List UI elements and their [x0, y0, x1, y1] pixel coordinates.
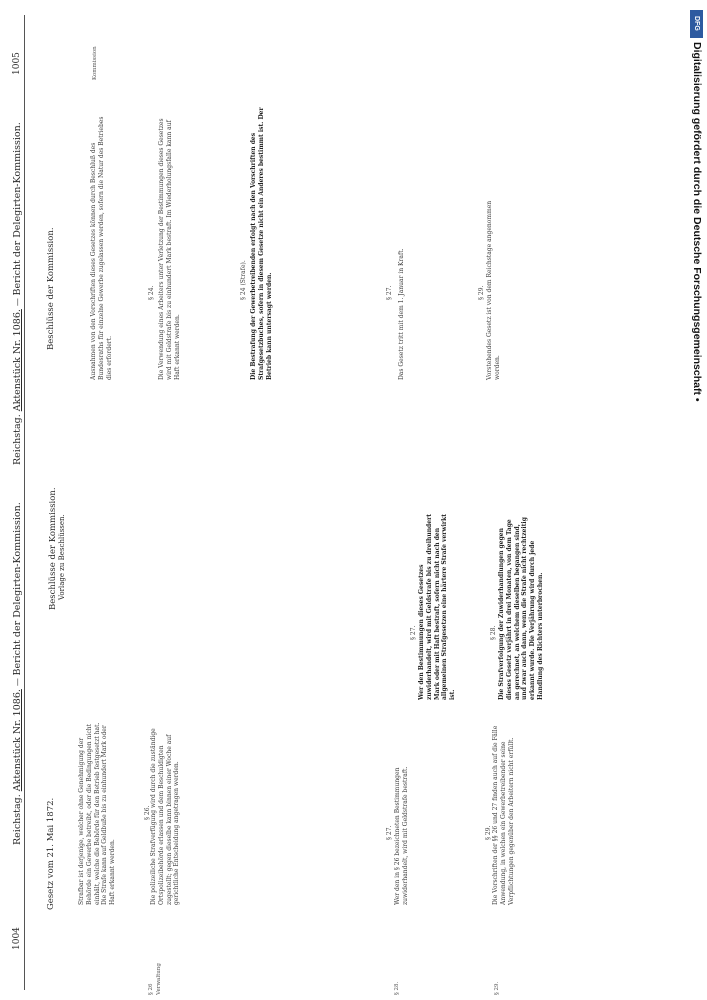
dfg-logo: DFG	[690, 10, 703, 38]
left-column-title: Gesetz vom 21. Mai 1872.	[46, 797, 56, 910]
left-running-header: Reichstag. Aktenstück Nr. 1086. — Bericht der Delegirten-Kommission.	[12, 502, 23, 845]
right-column-title: Beschlüsse der Kommission.	[46, 227, 56, 350]
right-paragraph-4: Das Gesetz tritt mit dem 1. Januar in Kraft.	[398, 248, 405, 380]
left-section-29: § 29.	[485, 825, 492, 840]
left-header-title: Bericht der Delegirten-Kommission.	[12, 502, 23, 676]
right-paragraph-5: Vorstehendes Gesetz ist von dem Reichstage angenommen worden.	[486, 200, 501, 380]
right-header-title: Bericht der Delegirten-Kommission.	[12, 122, 23, 296]
header-rule	[24, 15, 25, 990]
left-paragraph-3: Wer den in § 26 bezeichneten Bestimmungen zuwiderhandelt, wird mit Geldstrafe bestraft.	[394, 766, 409, 905]
digitization-watermark: Digitalisierung gefördert durch die Deutsche Forschungsgemeinschaft •	[691, 42, 703, 402]
right-paragraph-3: Die Bestrafung der Gewerbetreibenden erfolgt nach den Vorschriften des Strafgesetzbuches, sofern in diesem Gesetze nicht ein Anderes bestimmt ist. Der Betrieb kann untersagt werden.	[250, 107, 273, 380]
right-page-number: 1005	[12, 52, 22, 75]
left-col2-section-27: § 27.	[410, 625, 417, 640]
left-second-column-subtitle: Vorlage zu Beschlüssen.	[58, 514, 66, 600]
left-paragraph-4: Die Vorschriften der §§ 26 und 27 finden auch auf die Fälle Anwendung, in welchen ein Gewerbetreibender seine Verpflichtungen gegenüber den Arbeitern nicht erfüllt.	[492, 725, 515, 905]
right-section-29: § 29.	[478, 285, 485, 300]
left-section-27: § 27.	[386, 825, 393, 840]
margin-note-4: § 29.	[494, 981, 500, 995]
middle-paragraph-1: Wer den Bestimmungen dieses Gesetzes zuwiderhandelt, wird mit Geldstrafe bis zu dreihundert Mark oder mit Haft bestraft, sofern nicht nach den allgemeinen Strafgesetzen eine härtere Strafe verwirkt ist.	[418, 513, 457, 700]
left-col2-section-28: § 28.	[490, 625, 497, 640]
left-second-column-title: Beschlüsse der Kommission.	[48, 487, 58, 610]
middle-paragraph-2: Die Strafverfolgung der Zuwiderhandlungen gegen dieses Gesetz verjährt in drei Monaten, von dem Tage an gerechnet, an welchem dieselben begangen sind, und zwar auch dann, wenn die Strafe nicht rechtzeitig erkannt wurde. Die Verjährung wird durch jede Handlung des Richters unterbrochen.	[498, 517, 544, 700]
right-section-27: § 27.	[386, 285, 393, 300]
right-section-24-strafe: § 24 (Strafe).	[240, 260, 247, 300]
right-section-24: § 24.	[148, 285, 155, 300]
margin-note-2: Verwaltung	[156, 963, 162, 995]
margin-note-1: § 26	[148, 983, 154, 995]
left-header-issue: Aktenstück Nr. 1086.	[12, 689, 23, 792]
right-paragraph-1: Ausnahmen von den Vorschriften dieses Gesetzes können durch Beschluß des Bundesraths für einzelne Gewerbe zugelassen werden, sofern die Natur des Betriebes dies erfordert.	[90, 116, 113, 380]
margin-note-3: § 28.	[394, 981, 400, 995]
left-header-prefix: Reichstag.	[12, 794, 23, 845]
right-header-issue: Aktenstück Nr. 1086.	[12, 309, 23, 412]
right-margin-note: Kommission	[92, 46, 98, 80]
left-paragraph-2: Die polizeiliche Strafverfügung wird durch die zuständige Ortspolizeibehörde erlassen und dem Beschuldigten zugestellt; gegen dieselbe kann binnen einer Woche auf gerichtliche Entscheidung angetragen werden.	[150, 728, 181, 905]
left-paragraph-1: Strafbar ist derjenige, welcher ohne Genehmigung der Behörde ein Gewerbe betreibt, oder die Bedingungen nicht einhält, welche die Behörde für den Betrieb festgesetzt hat. Die Strafe kann auf Geldbuße bis zu einhundert Mark oder Haft erkannt werden.	[78, 722, 117, 905]
right-running-header: Reichstag. Aktenstück Nr. 1086. — Bericht der Delegirten-Kommission.	[12, 122, 23, 465]
left-page-number: 1004	[12, 927, 22, 950]
right-paragraph-2: Die Verwendung eines Arbeiters unter Verletzung der Bestimmungen dieses Gesetzes wird mit Geldstrafe bis zu einhundert Mark bestraft. Im Wiederholungsfalle kann auf Haft erkannt werden.	[158, 118, 181, 380]
right-header-prefix: Reichstag.	[12, 414, 23, 465]
left-section-26: § 26.	[144, 805, 151, 820]
